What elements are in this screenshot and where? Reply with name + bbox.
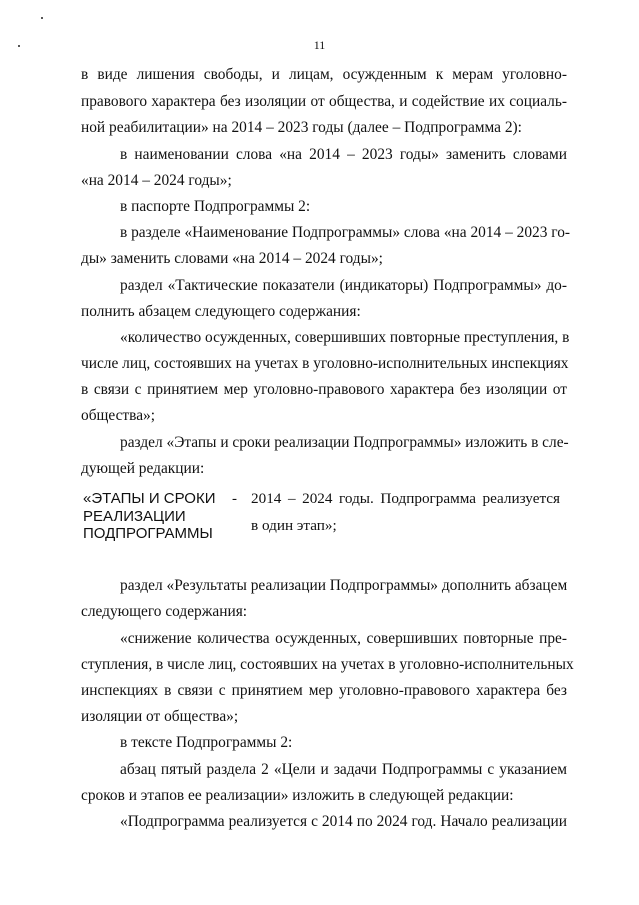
text-line: следующего содержания: [81, 603, 248, 620]
text-line: в тексте Подпрограммы 2: [120, 734, 293, 751]
text-line: в виде лишения свободы, и лицам, осужденным к мерам уголовно- [81, 66, 567, 83]
text-line: ступления, в числе лиц, состоявших на учетах в уголовно-исполнительных [81, 656, 574, 673]
table-definition: 2014 – 2024 годы. Подпрограмма реализуется [251, 490, 560, 507]
text-line: «количество осужденных, совершивших повторные преступления, в [120, 329, 570, 346]
text-line: дующей редакции: [81, 460, 205, 477]
page-number: 11 [313, 38, 326, 52]
text-line: «Подпрограмма реализуется с 2014 по 2024 год. Начало реализации [120, 813, 567, 830]
table-dash: - [232, 491, 237, 507]
text-line: сроков и этапов ее реализации» изложить в следующей редакции: [81, 787, 514, 804]
text-line: инспекциях в связи с принятием мер уголовно-правового характера без [81, 682, 567, 699]
text-line: числе лиц, состоявших на учетах в уголовно-исполнительных инспекциях [81, 355, 569, 372]
text-line: в паспорте Подпрограммы 2: [120, 198, 311, 215]
scan-speck [41, 17, 43, 19]
text-line: абзац пятый раздела 2 «Цели и задачи Подпрограммы с указанием [120, 761, 567, 778]
text-line: правового характера без изоляции от общества, и содействие их социаль- [81, 93, 567, 110]
text-line: полнить абзацем следующего содержания: [81, 303, 361, 320]
text-line: изоляции от общества»; [81, 708, 239, 725]
text-line: «снижение количества осужденных, совершивших повторные пре- [120, 630, 567, 647]
table-definition: в один этап»; [251, 517, 337, 534]
table-term: «ЭТАПЫ И СРОКИ [83, 490, 216, 507]
text-line: раздел «Тактические показатели (индикаторы) Подпрограммы» до- [120, 277, 567, 294]
text-line: в разделе «Наименование Подпрограммы» слова «на 2014 – 2023 го- [120, 224, 571, 241]
text-line: «на 2014 – 2024 годы»; [81, 172, 232, 189]
table-term: ПОДПРОГРАММЫ [83, 525, 213, 542]
text-line: в наименовании слова «на 2014 – 2023 годы» заменить словами [120, 146, 567, 163]
text-line: ной реабилитации» на 2014 – 2023 годы (далее – Подпрограмма 2): [81, 119, 522, 136]
text-line: раздел «Этапы и сроки реализации Подпрограммы» изложить в сле- [120, 434, 569, 451]
table-term: РЕАЛИЗАЦИИ [83, 508, 186, 525]
text-line: раздел «Результаты реализации Подпрограммы» дополнить абзацем [120, 577, 568, 594]
text-line: в связи с принятием мер уголовно-правового характера без изоляции от [81, 381, 567, 398]
text-line: ды» заменить словами «на 2014 – 2024 годы»; [81, 250, 383, 267]
text-line: общества»; [81, 407, 156, 424]
